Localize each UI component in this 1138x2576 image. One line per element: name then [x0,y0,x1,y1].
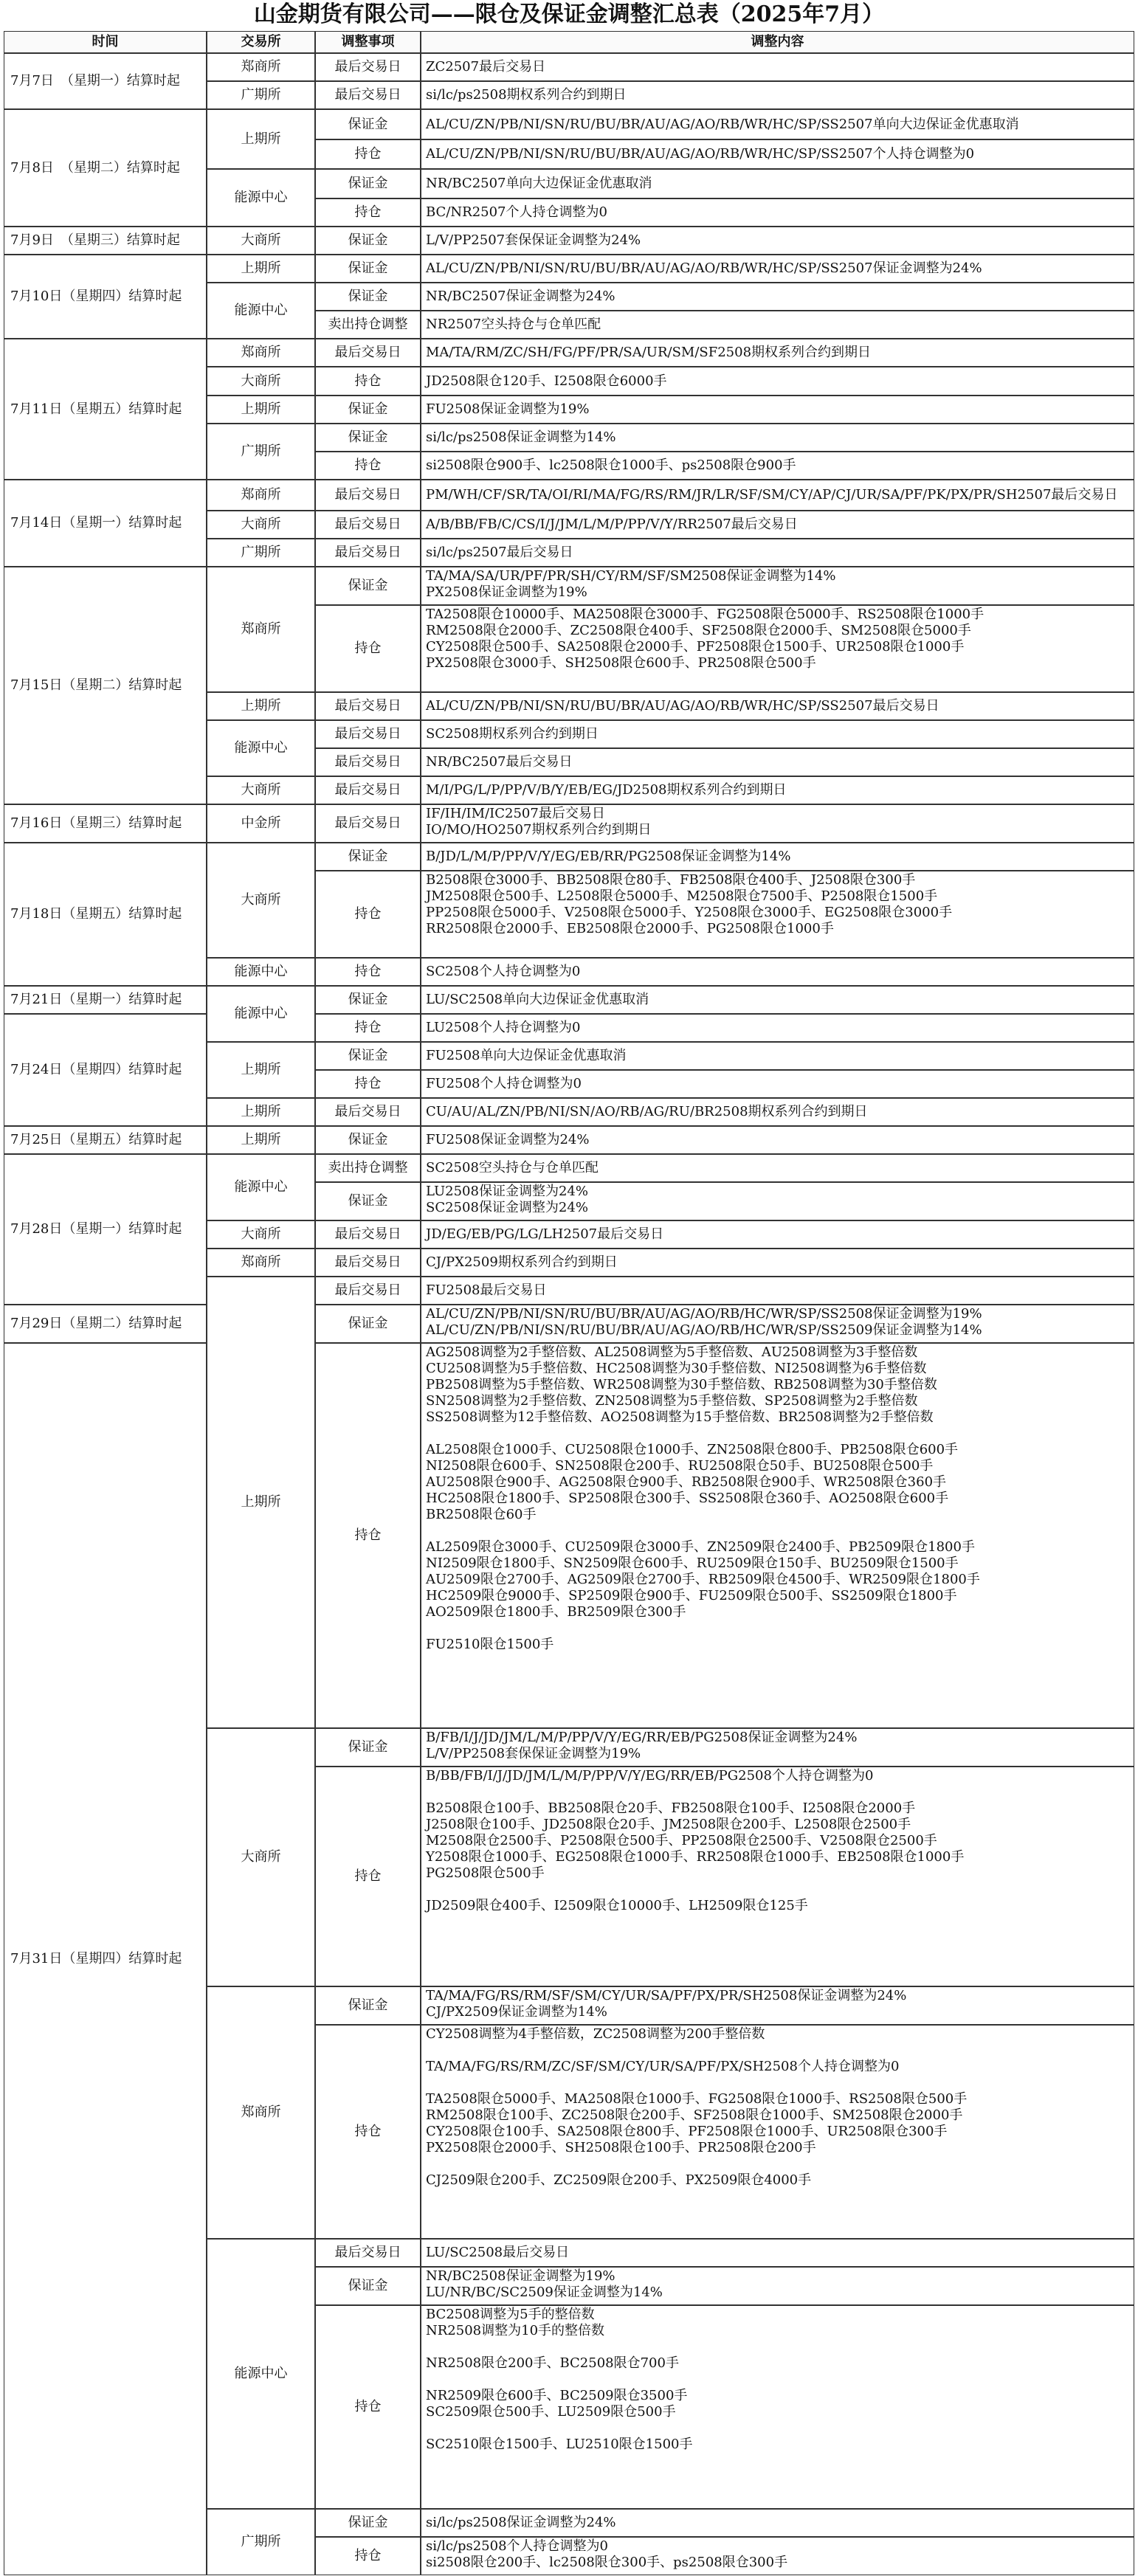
content-line: HC2509限仓9000手、SP2509限仓900手、FU2509限仓500手、SS2509限仓1800手 [426,1588,957,1603]
item-cell: 最后交易日 [315,1098,421,1126]
content-line: M/I/PG/L/P/PP/V/B/Y/EB/EG/JD2508期权系列合约到期日 [426,782,787,798]
date-cell: 7月18日（星期五）结算时起 [4,843,207,986]
item-cell: 持仓 [315,367,421,396]
content-cell [421,692,1134,720]
content-line: JD2508限仓120手、I2508限仓6000手 [426,373,667,389]
content-line: MA/TA/RM/ZC/SH/FG/PF/PR/SA/UR/SM/SF2508期权系列合约到期日 [426,345,872,360]
date-cell: 7月31日（星期四）结算时起 [4,1343,207,2575]
content-line: AO2509限仓1800手、BR2509限仓300手 [426,1604,686,1620]
content-cell [421,2509,1134,2537]
content-cell [421,539,1134,567]
content-line: L/V/PP2508套保保证金调整为19% [426,1746,641,1761]
item-cell: 持仓 [315,2537,421,2575]
exchange-cell: 上期所 [207,1126,315,1154]
content-cell [421,227,1134,255]
content-line: AL/CU/ZN/PB/NI/SN/RU/BU/BR/AU/AG/AO/RB/HC/WR/SP/SS2509保证金调整为14% [426,1322,982,1338]
header-cell: 调整事项 [315,31,421,53]
item-cell: 持仓 [315,452,421,480]
content-line: AL/CU/ZN/PB/NI/SN/RU/BU/BR/AU/AG/AO/RB/WR/HC/SP/SS2507单向大边保证金优惠取消 [426,116,1019,132]
content-cell [421,776,1134,804]
item-cell: 保证金 [315,2509,421,2537]
item-cell: 持仓 [315,198,421,227]
item-cell: 保证金 [315,1126,421,1154]
content-line: NR/BC2507保证金调整为24% [426,289,615,304]
content-line: NR/BC2507最后交易日 [426,754,573,770]
exchange-cell: 能源中心 [207,720,315,776]
content-line: TA/MA/FG/RS/RM/SF/SM/CY/UR/SA/PF/PX/PR/SH2508保证金调整为24% [426,1988,907,2003]
date-cell: 7月21日（星期一）结算时起 [4,986,207,1014]
content-cell [421,81,1134,109]
exchange-cell: 中金所 [207,804,315,843]
content-cell [421,283,1134,311]
item-cell: 最后交易日 [315,804,421,843]
content-cell [421,804,1134,843]
item-cell: 保证金 [315,255,421,283]
exchange-cell: 能源中心 [207,283,315,339]
item-cell: 保证金 [315,396,421,424]
item-cell: 保证金 [315,109,421,139]
content-line: JM2508限仓500手、L2508限仓5000手、M2508限仓7500手、P2508限仓1500手 [426,888,938,904]
content-line: AL2509限仓3000手、CU2509限仓3000手、ZN2509限仓2400手、PB2509限仓1800手 [426,1539,975,1555]
item-cell: 持仓 [315,1343,421,1728]
content-line: SS2508调整为12手整倍数、AO2508调整为15手整倍数、BR2508调整为2手整倍数 [426,1409,934,1425]
content-line: SC2508期权系列合约到期日 [426,726,599,742]
content-line: SC2508个人持仓调整为0 [426,964,581,979]
content-cell [421,2267,1134,2305]
content-cell [421,1728,1134,1767]
date-cell: 7月25日（星期五）结算时起 [4,1126,207,1154]
content-cell [421,2025,1134,2239]
date-cell: 7月8日 （星期二）结算时起 [4,109,207,227]
content-line: LU2508保证金调整为24% [426,1184,588,1199]
item-cell: 持仓 [315,1070,421,1098]
exchange-cell: 大商所 [207,1220,315,1249]
date-cell: 7月28日（星期一）结算时起 [4,1154,207,1305]
content-line: AL/CU/ZN/PB/NI/SN/RU/BU/BR/AU/AG/AO/RB/HC/WR/SP/SS2508保证金调整为19% [426,1306,982,1322]
content-line: PM/WH/CF/SR/TA/OI/RI/MA/FG/RS/RM/JR/LR/SF/SM/CY/AP/CJ/UR/SA/PF/PK/PX/PR/SH2507最后交易日 [426,487,1118,503]
content-line: si/lc/ps2508保证金调整为24% [426,2515,616,2530]
item-cell: 最后交易日 [315,53,421,81]
content-line: L/V/PP2507套保保证金调整为24% [426,232,641,248]
content-cell [421,339,1134,367]
item-cell: 持仓 [315,605,421,692]
content-cell [421,958,1134,986]
content-line: AU2508限仓900手、AG2508限仓900手、RB2508限仓900手、WR2508限仓360手 [426,1474,947,1490]
content-line: BR2508限仓60手 [426,1507,537,1522]
content-line: SC2510限仓1500手、LU2510限仓1500手 [426,2437,693,2452]
content-line: CY2508限仓500手、SA2508限仓2000手、PF2508限仓1500手、UR2508限仓1000手 [426,639,965,655]
exchange-cell: 能源中心 [207,1154,315,1220]
item-cell: 最后交易日 [315,1277,421,1305]
content-cell [421,311,1134,339]
content-line: FU2508保证金调整为19% [426,401,590,417]
item-cell: 最后交易日 [315,1220,421,1249]
item-cell: 保证金 [315,843,421,871]
item-cell: 最后交易日 [315,776,421,804]
item-cell: 保证金 [315,283,421,311]
content-cell [421,139,1134,169]
exchange-cell: 郑商所 [207,339,315,367]
item-cell: 持仓 [315,2305,421,2509]
content-cell [421,720,1134,748]
content-line: CY2508限仓100手、SA2508限仓800手、PF2508限仓1000手、UR2508限仓300手 [426,2124,948,2139]
content-line: si/lc/ps2507最后交易日 [426,545,573,560]
content-cell [421,109,1134,139]
item-cell: 最后交易日 [315,692,421,720]
content-line: si/lc/ps2508期权系列合约到期日 [426,87,627,103]
content-line: NI2508限仓600手、SN2508限仓200手、RU2508限仓50手、BU2508限仓500手 [426,1458,934,1474]
content-line: PP2508限仓5000手、V2508限仓5000手、Y2508限仓3000手、EG2508限仓3000手 [426,905,953,920]
exchange-cell: 上期所 [207,1042,315,1098]
exchange-cell: 能源中心 [207,2239,315,2509]
header-cell: 时间 [4,31,207,53]
date-cell: 7月7日 （星期一）结算时起 [4,53,207,109]
content-line: A/B/BB/FB/C/CS/I/J/JM/L/M/P/PP/V/Y/RR2507最后交易日 [426,517,798,532]
content-line: AL/CU/ZN/PB/NI/SN/RU/BU/BR/AU/AG/AO/RB/WR/HC/SP/SS2507保证金调整为24% [426,260,982,276]
content-line: NR2508调整为10手的整倍数 [426,2323,605,2338]
item-cell: 保证金 [315,1728,421,1767]
exchange-cell: 能源中心 [207,958,315,986]
exchange-cell: 郑商所 [207,1986,315,2239]
content-line: FU2508保证金调整为24% [426,1132,590,1147]
date-cell: 7月29日（星期二）结算时起 [4,1305,207,1343]
date-cell: 7月16日（星期三）结算时起 [4,804,207,843]
content-line: Y2508限仓1000手、EG2508限仓1000手、RR2508限仓1000手、EB2508限仓1000手 [426,1849,965,1865]
content-line: si2508限仓200手、lc2508限仓300手、ps2508限仓300手 [426,2555,788,2570]
content-cell [421,255,1134,283]
item-cell: 最后交易日 [315,1249,421,1277]
content-line: NR/BC2508保证金调整为19% [426,2268,615,2284]
content-cell [421,198,1134,227]
content-line: CJ2509限仓200手、ZC2509限仓200手、PX2509限仓4000手 [426,2172,812,2188]
exchange-cell: 大商所 [207,511,315,539]
date-cell: 7月24日（星期四）结算时起 [4,1014,207,1126]
item-cell: 最后交易日 [315,539,421,567]
content-line: CU/AU/AL/ZN/PB/NI/SN/AO/RB/AG/RU/BR2508期权系列合约到期日 [426,1104,868,1119]
content-line: IF/IH/IM/IC2507最后交易日 [426,806,605,821]
content-cell [421,871,1134,958]
content-line: PX2508限仓2000手、SH2508限仓100手、PR2508限仓200手 [426,2140,816,2155]
document-title: 山金期货有限公司——限仓及保证金调整汇总表（2025年7月） [253,1,885,27]
content-cell [421,1220,1134,1249]
item-cell: 最后交易日 [315,480,421,511]
content-line: NR2508限仓200手、BC2508限仓700手 [426,2355,679,2371]
content-cell [421,1249,1134,1277]
content-cell [421,169,1134,198]
content-cell [421,452,1134,480]
content-line: B2508限仓3000手、BB2508限仓80手、FB2508限仓400手、J2508限仓300手 [426,872,916,888]
item-cell: 保证金 [315,986,421,1014]
exchange-cell: 郑商所 [207,567,315,692]
content-line: si/lc/ps2508保证金调整为14% [426,429,616,445]
item-cell: 卖出持仓调整 [315,311,421,339]
content-cell [421,1986,1134,2025]
exchange-cell: 上期所 [207,1098,315,1126]
content-cell [421,1126,1134,1154]
content-line: NR/BC2507单向大边保证金优惠取消 [426,176,652,191]
content-line: si2508限仓900手、lc2508限仓1000手、ps2508限仓900手 [426,457,796,473]
content-line: BC/NR2507个人持仓调整为0 [426,204,607,220]
content-line: SC2508保证金调整为24% [426,1200,588,1215]
content-line: LU/SC2508单向大边保证金优惠取消 [426,992,649,1007]
exchange-cell: 上期所 [207,1277,315,1728]
content-line: NR2509限仓600手、BC2509限仓3500手 [426,2388,688,2403]
adjustment-table [4,31,1134,2574]
content-line: LU/NR/BC/SC2509保证金调整为14% [426,2285,663,2300]
item-cell: 保证金 [315,2267,421,2305]
item-cell: 持仓 [315,1767,421,1986]
content-cell [421,511,1134,539]
content-line: AU2509限仓2700手、AG2509限仓2700手、RB2509限仓4500手、WR2509限仓1800手 [426,1572,980,1587]
exchange-cell: 郑商所 [207,480,315,511]
content-line: LU2508个人持仓调整为0 [426,1020,581,1035]
content-cell [421,2305,1134,2509]
content-line: TA2508限仓10000手、MA2508限仓3000手、FG2508限仓5000手、RS2508限仓1000手 [426,607,984,622]
item-cell: 保证金 [315,567,421,605]
header-cell: 调整内容 [421,31,1134,53]
content-line: B/JD/L/M/P/PP/V/Y/EG/EB/RR/PG2508保证金调整为14% [426,849,791,864]
item-cell: 最后交易日 [315,2239,421,2267]
item-cell: 持仓 [315,871,421,958]
content-line: CU2508调整为5手整倍数、HC2508调整为30手整倍数、NI2508调整为6手整倍数 [426,1361,927,1376]
content-cell [421,2537,1134,2575]
content-cell [421,605,1134,692]
exchange-cell: 上期所 [207,109,315,169]
content-line: J2508限仓100手、JD2508限仓20手、JM2508限仓200手、L2508限仓2500手 [426,1817,911,1832]
content-line: RM2508限仓2000手、ZC2508限仓400手、SF2508限仓2000手、SM2508限仓5000手 [426,623,971,638]
item-cell: 保证金 [315,169,421,198]
exchange-cell: 郑商所 [207,1249,315,1277]
date-cell: 7月10日（星期四）结算时起 [4,255,207,339]
item-cell: 保证金 [315,1182,421,1220]
content-cell [421,1305,1134,1343]
item-cell: 最后交易日 [315,511,421,539]
content-line: CJ/PX2509保证金调整为14% [426,2004,607,2020]
item-cell: 最后交易日 [315,720,421,748]
content-line: M2508限仓2500手、P2508限仓500手、PP2508限仓2500手、V2508限仓2500手 [426,1833,937,1848]
content-line: B/FB/I/J/JD/JM/L/M/P/PP/V/Y/EG/RR/EB/PG2508保证金调整为24% [426,1730,858,1745]
exchange-cell: 广期所 [207,424,315,480]
item-cell: 持仓 [315,1014,421,1042]
content-line: SN2508调整为2手整倍数、ZN2508调整为5手整倍数、SP2508调整为2手整倍数 [426,1393,918,1409]
item-cell: 保证金 [315,227,421,255]
content-line: AL/CU/ZN/PB/NI/SN/RU/BU/BR/AU/AG/AO/RB/WR/HC/SP/SS2507最后交易日 [426,698,939,714]
exchange-cell: 大商所 [207,367,315,396]
content-line: BC2508调整为5手的整倍数 [426,2307,595,2322]
content-line: B/BB/FB/I/J/JD/JM/L/M/P/PP/V/Y/EG/RR/EB/PG2508个人持仓调整为0 [426,1768,874,1783]
exchange-cell: 能源中心 [207,986,315,1042]
content-cell [421,1042,1134,1070]
content-cell [421,748,1134,776]
content-cell [421,1767,1134,1986]
exchange-cell: 广期所 [207,539,315,567]
content-line: FU2508最后交易日 [426,1282,547,1298]
item-cell: 最后交易日 [315,748,421,776]
content-cell [421,1182,1134,1220]
content-cell [421,367,1134,396]
content-line: LU/SC2508最后交易日 [426,2245,570,2260]
content-line: HC2508限仓1800手、SP2508限仓300手、SS2508限仓360手、AO2508限仓600手 [426,1491,949,1506]
item-cell: 保证金 [315,1305,421,1343]
date-cell: 7月11日（星期五）结算时起 [4,339,207,480]
exchange-cell: 大商所 [207,776,315,804]
content-line: PX2508限仓3000手、SH2508限仓600手、PR2508限仓500手 [426,655,816,671]
content-cell [421,1277,1134,1305]
content-line: RM2508限仓100手、ZC2508限仓200手、SF2508限仓1000手、SM2508限仓2000手 [426,2107,963,2123]
date-cell: 7月14日（星期一）结算时起 [4,480,207,567]
item-cell: 持仓 [315,2025,421,2239]
date-cell: 7月9日 （星期三）结算时起 [4,227,207,255]
item-cell: 持仓 [315,139,421,169]
exchange-cell: 广期所 [207,81,315,109]
exchange-cell: 大商所 [207,227,315,255]
date-cell: 7月15日（星期二）结算时起 [4,567,207,804]
content-cell [421,2239,1134,2267]
content-cell [421,1014,1134,1042]
exchange-cell: 上期所 [207,255,315,283]
item-cell: 最后交易日 [315,81,421,109]
content-line: TA2508限仓5000手、MA2508限仓1000手、FG2508限仓1000手、RS2508限仓500手 [426,2091,968,2107]
content-line: JD/EG/EB/PG/LG/LH2507最后交易日 [426,1226,664,1242]
content-line: AG2508调整为2手整倍数、AL2508调整为5手整倍数、AU2508调整为3手整倍数 [426,1344,918,1360]
exchange-cell: 上期所 [207,692,315,720]
content-line: RR2508限仓2000手、EB2508限仓2000手、PG2508限仓1000手 [426,921,834,936]
exchange-cell: 能源中心 [207,169,315,227]
content-line: FU2508单向大边保证金优惠取消 [426,1048,627,1063]
content-cell [421,986,1134,1014]
content-cell [421,567,1134,605]
content-cell [421,1070,1134,1098]
exchange-cell: 广期所 [207,2509,315,2575]
content-cell [421,1098,1134,1126]
content-line: NR2507空头持仓与仓单匹配 [426,317,601,332]
content-line: PG2508限仓500手 [426,1865,545,1881]
exchange-cell: 大商所 [207,843,315,958]
exchange-cell: 上期所 [207,396,315,424]
content-line: ZC2507最后交易日 [426,59,546,75]
item-cell: 保证金 [315,1042,421,1070]
content-line: B2508限仓100手、BB2508限仓20手、FB2508限仓100手、I2508限仓2000手 [426,1800,916,1816]
exchange-cell: 郑商所 [207,53,315,81]
content-line: TA/MA/FG/RS/RM/ZC/SF/SM/CY/UR/SA/PF/PX/SH2508个人持仓调整为0 [426,2059,900,2074]
content-line: NI2509限仓1800手、SN2509限仓600手、RU2509限仓150手、BU2509限仓1500手 [426,1555,959,1571]
item-cell: 保证金 [315,1986,421,2025]
exchange-cell: 大商所 [207,1728,315,1986]
content-line: SC2509限仓500手、LU2509限仓500手 [426,2404,676,2420]
content-cell [421,843,1134,871]
content-line: SC2508空头持仓与仓单匹配 [426,1160,599,1175]
item-cell: 最后交易日 [315,339,421,367]
content-line: FU2508个人持仓调整为0 [426,1076,582,1091]
content-line: PB2508调整为5手整倍数、WR2508调整为30手整倍数、RB2508调整为30手整倍数 [426,1377,937,1392]
content-cell [421,424,1134,452]
item-cell: 卖出持仓调整 [315,1154,421,1182]
content-line: CJ/PX2509期权系列合约到期日 [426,1254,618,1270]
content-line: CY2508调整为4手整倍数，ZC2508调整为200手整倍数 [426,2026,765,2042]
content-line: PX2508保证金调整为19% [426,584,587,600]
content-cell [421,1343,1134,1728]
content-cell [421,396,1134,424]
item-cell: 持仓 [315,958,421,986]
content-cell [421,1154,1134,1182]
content-cell [421,480,1134,511]
content-cell [421,53,1134,81]
content-line: AL2508限仓1000手、CU2508限仓1000手、ZN2508限仓800手、PB2508限仓600手 [426,1442,959,1457]
content-line: JD2509限仓400手、I2509限仓10000手、LH2509限仓125手 [426,1898,808,1913]
content-line: FU2510限仓1500手 [426,1637,554,1652]
content-line: TA/MA/SA/UR/PF/PR/SH/CY/RM/SF/SM2508保证金调整为14% [426,568,836,584]
content-line: si/lc/ps2508个人持仓调整为0 [426,2538,608,2554]
content-line: IO/MO/HO2507期权系列合约到期日 [426,822,652,838]
item-cell: 保证金 [315,424,421,452]
content-line: AL/CU/ZN/PB/NI/SN/RU/BU/BR/AU/AG/AO/RB/WR/HC/SP/SS2507个人持仓调整为0 [426,146,975,162]
header-cell: 交易所 [207,31,315,53]
